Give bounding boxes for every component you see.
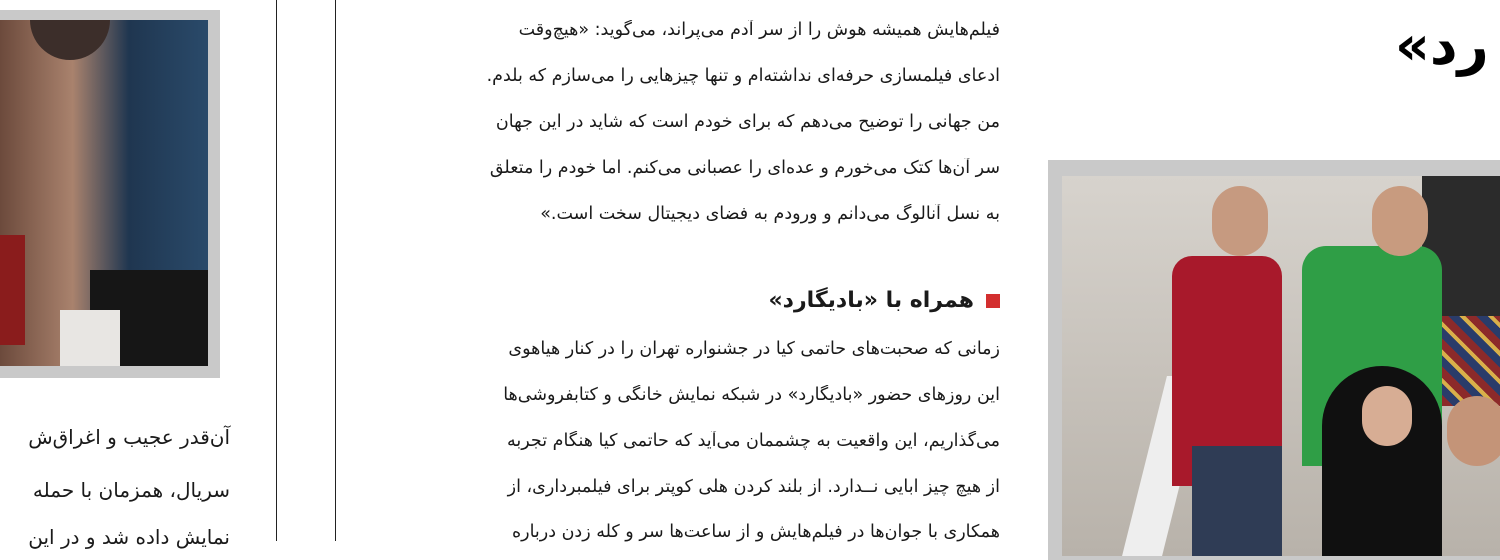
portrait-photo xyxy=(0,20,208,366)
paragraph1-line: فیلم‌هایش همیشه هوش را از سر آدم می‌پراند، می‌گوید: «هیچ‌وقت xyxy=(518,20,1000,40)
paragraph1-line: من جهانی را توضیح می‌دهم که برای خودم است که شاید در این جهان xyxy=(495,112,1000,132)
crowd-photo xyxy=(1062,176,1500,556)
left-snippet-line-3: نمایش داده شد و در این xyxy=(28,525,230,549)
paragraph2-line: همکاری با جوان‌ها در فیلم‌هایش و از ساعت‌ها سر و کله زدن درباره xyxy=(511,522,1000,542)
article-column xyxy=(355,0,1000,541)
left-snippet-line-2: سریال، همزمان با حمله xyxy=(32,478,230,502)
face xyxy=(1372,186,1428,256)
section-heading-text: همراه با «بادیگارد» xyxy=(768,288,974,313)
portrait-hair xyxy=(30,20,110,60)
face xyxy=(1362,386,1412,446)
paragraph2-line: می‌گذاریم، این واقعیت به چشممان می‌آید که حاتمی کیا هنگام تجربه xyxy=(507,431,1000,451)
portrait-shirt xyxy=(60,310,120,366)
paragraph1-line: ادعای فیلمسازی حرفه‌ای نداشته‌ام و تنها چیزهایی را می‌سازم که بلدم. xyxy=(486,66,1000,86)
headline-fragment: رد» xyxy=(1395,14,1489,77)
paragraph2-line: این روزهای حضور «بادیگارد» در شبکه نمایش خانگی و کتابفروشی‌ها xyxy=(503,385,1000,405)
paragraph1-line: سر آن‌ها کتک می‌خورم و عده‌ای را عصبانی می‌کنم. اما خودم را متعلق xyxy=(489,158,1000,178)
plaid-jacket xyxy=(1442,316,1500,406)
paragraph2-line: زمانی که صحبت‌های حاتمی کیا در جشنواره تهران را در کنار هیاهوی xyxy=(508,339,1000,359)
red-square-bullet-icon xyxy=(986,294,1000,308)
face xyxy=(1212,186,1268,256)
column-divider xyxy=(276,0,277,541)
left-snippet-line-1: آن‌قدر عجیب و اغراق‌ش xyxy=(28,425,230,449)
section-heading xyxy=(740,288,1000,313)
face xyxy=(1447,396,1500,466)
column-divider xyxy=(335,0,336,541)
person-jeans xyxy=(1192,446,1282,556)
paragraph2-line: از هیچ چیز ابایی نــدارد. از بلند کردن هلی کوپتر برای فیلمبرداری، از xyxy=(507,477,1000,497)
paragraph1-line: به نسل آنالوگ می‌دانم و ورودم به فضای دیجیتال سخت است.» xyxy=(540,204,1000,224)
portrait-accent xyxy=(0,235,25,345)
